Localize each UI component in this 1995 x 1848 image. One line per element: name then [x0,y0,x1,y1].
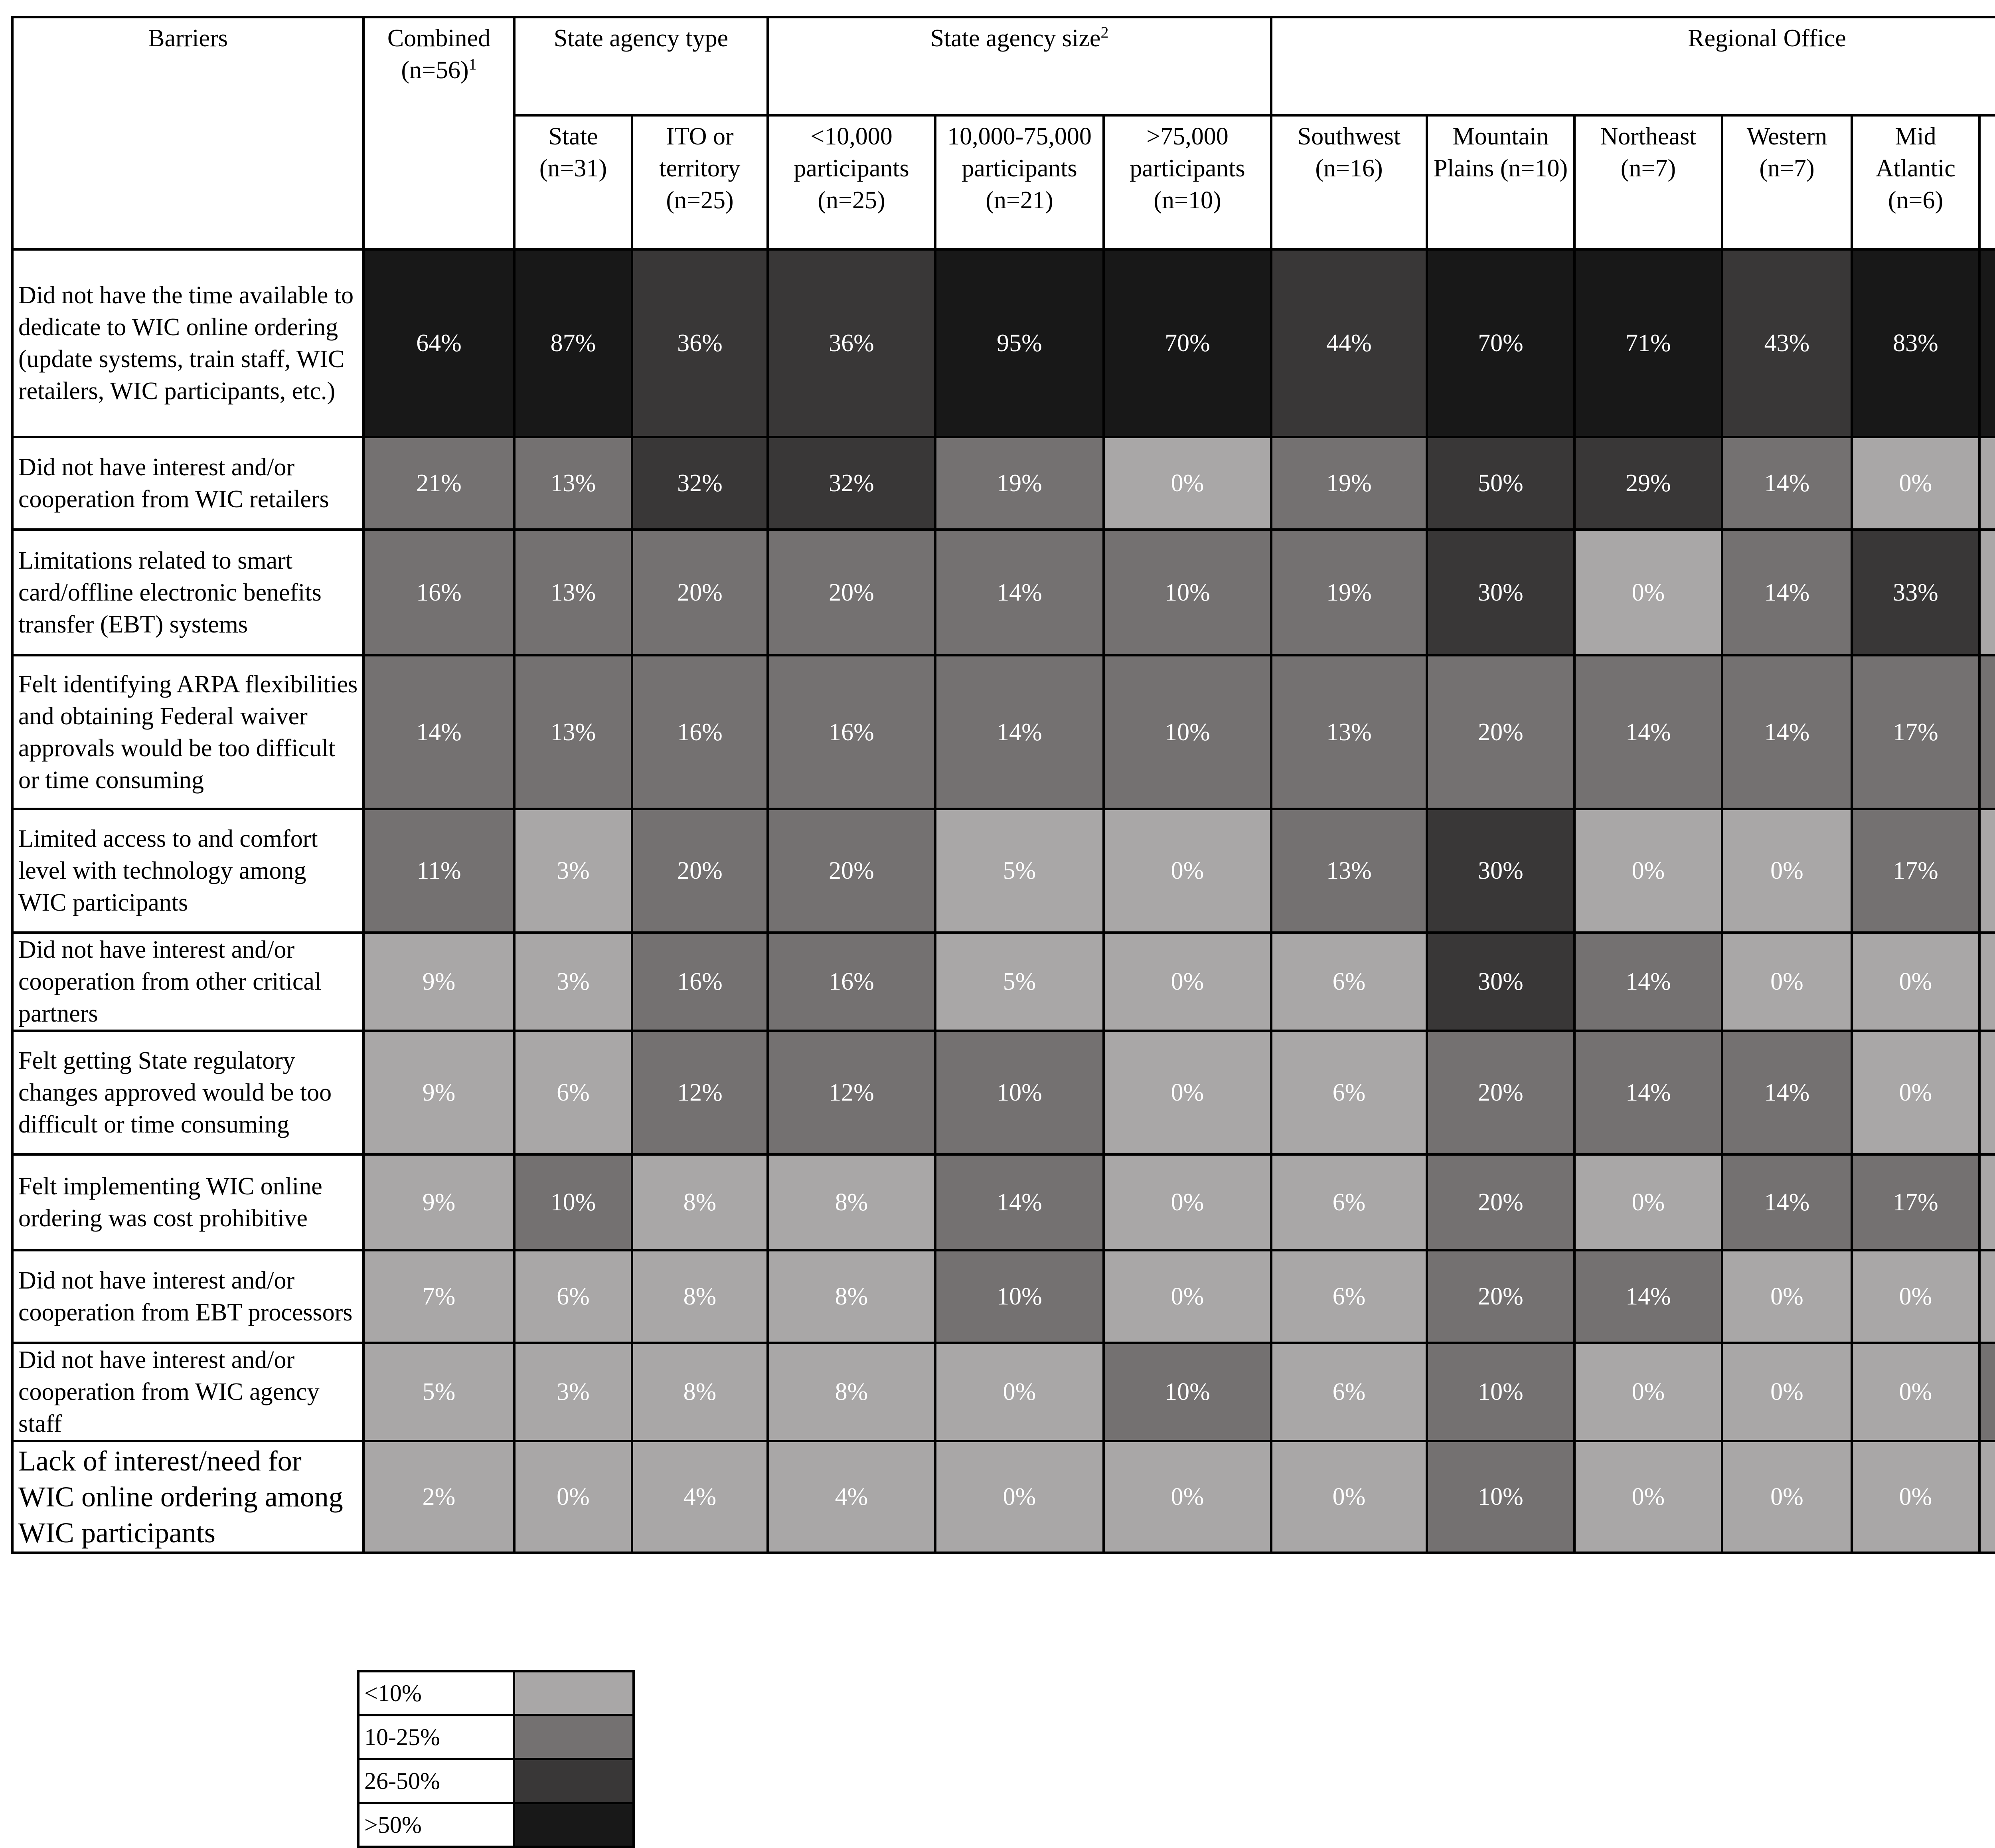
heatmap-cell: 0% [1104,1250,1271,1343]
heatmap-cell: 30% [1427,530,1574,655]
heatmap-cell: 12% [768,1031,935,1154]
heatmap-cell: 0% [935,1343,1104,1441]
heatmap-cell: 5% [935,933,1104,1031]
column-header: ITO or territory (n=25) [632,115,768,249]
heatmap-cell: 16% [768,655,935,809]
table-row [12,1031,1995,1154]
heatmap-cell: 12% [632,1031,768,1154]
heatmap-cell: 10% [935,1250,1104,1343]
barrier-label: Felt implementing WIC online ordering was cost prohibitive [12,1154,363,1250]
barrier-label: Did not have interest and/or cooperation from WIC agency staff [12,1343,363,1441]
heatmap-cell: 71% [1574,249,1722,437]
barrier-label: Felt identifying ARPA flexibilities and obtaining Federal waiver approvals would be too difficult or time consuming [12,655,363,809]
heatmap-cell: 0% [1104,437,1271,530]
heatmap-cell: 0% [1104,1441,1271,1553]
heatmap-cell: 14% [1722,437,1852,530]
heatmap-cell: 0% [1852,437,1979,530]
heatmap-cell: 20% [768,809,935,933]
heatmap-cell: 29% [1574,437,1722,530]
heatmap-cell: 14% [1722,655,1852,809]
heatmap-cell: 20% [1427,1031,1574,1154]
heatmap-cell: 0% [1852,1031,1979,1154]
heatmap-cell: 19% [1271,530,1427,655]
heatmap-cell: 3% [514,933,632,1031]
table-row [12,1441,1995,1553]
heatmap-cell: 8% [632,1250,768,1343]
heatmap-cell: 14% [935,530,1104,655]
heatmap-cell [1979,1031,1995,1154]
heatmap-cell: 16% [632,933,768,1031]
heatmap-cell: 10% [1427,1441,1574,1553]
heatmap-cell: 6% [1271,933,1427,1031]
heatmap-cell: 0% [1104,809,1271,933]
column-header: Western (n=7) [1722,115,1852,249]
column-header: Mid Atlantic (n=6) [1852,115,1979,249]
heatmap-cell: 17% [1852,655,1979,809]
heatmap-cell: 7% [363,1250,514,1343]
heatmap-cell: 9% [363,933,514,1031]
heatmap-cell: 14% [1722,530,1852,655]
table-row [12,655,1995,809]
heatmap-cell [1979,655,1995,809]
combined-header: Combined (n=56)$^1$ [363,17,514,249]
heatmap-cell: 17% [1852,809,1979,933]
legend-row [358,1715,634,1759]
legend-swatch [514,1803,634,1847]
heatmap-cell: 8% [632,1343,768,1441]
heatmap-cell: 32% [768,437,935,530]
heatmap-cell: 20% [1427,1250,1574,1343]
heatmap-cell: 11% [363,809,514,933]
heatmap-cell [1979,809,1995,933]
table-row [12,1154,1995,1250]
heatmap-cell: 13% [514,655,632,809]
legend-swatch [514,1759,634,1803]
heatmap-cell [1979,1154,1995,1250]
heatmap-cell: 10% [1104,655,1271,809]
heatmap-cell: 6% [514,1250,632,1343]
barrier-label: Lack of interest/need for WIC online ordering among WIC participants [12,1441,363,1553]
heatmap-cell: 10% [1427,1343,1574,1441]
heatmap-cell [1979,1343,1995,1441]
group-header: Regional Office [1271,17,1995,115]
barrier-label: Limitations related to smart card/offline electronic benefits transfer (EBT) systems [12,530,363,655]
heatmap-cell: 0% [1271,1441,1427,1553]
heatmap-cell: 20% [1427,655,1574,809]
heatmap-cell [1979,530,1995,655]
legend-swatch [514,1671,634,1715]
table-row [12,933,1995,1031]
heatmap-cell: 0% [1722,1250,1852,1343]
heatmap-cell: 16% [363,530,514,655]
barrier-label: Felt getting State regulatory changes approved would be too difficult or time consuming [12,1031,363,1154]
column-header [1979,115,1995,249]
heatmap-cell: 0% [1852,1343,1979,1441]
heatmap-cell: 6% [514,1031,632,1154]
heatmap-cell: 16% [632,655,768,809]
heatmap-cell: 0% [514,1441,632,1553]
heatmap-cell: 6% [1271,1154,1427,1250]
barriers-header: Barriers [12,17,363,249]
heatmap-cell: 4% [632,1441,768,1553]
heatmap-cell: 14% [1722,1031,1852,1154]
column-header: State (n=31) [514,115,632,249]
heatmap-cell: 19% [1271,437,1427,530]
header-group-row [12,17,1995,115]
legend-label: >50% [358,1803,514,1847]
heatmap-cell: 13% [1271,809,1427,933]
heatmap-cell: 44% [1271,249,1427,437]
heatmap-cell: 17% [1852,1154,1979,1250]
heatmap-cell: 70% [1427,249,1574,437]
table-row [12,249,1995,437]
heatmap-cell: 14% [935,655,1104,809]
heatmap-cell: 0% [935,1441,1104,1553]
heatmap-cell: 2% [363,1441,514,1553]
heatmap-cell: 70% [1104,249,1271,437]
heatmap-cell: 0% [1574,1441,1722,1553]
heatmap-cell: 10% [1104,530,1271,655]
heatmap-cell: 50% [1427,437,1574,530]
table-row [12,530,1995,655]
color-legend [357,1670,635,1848]
heatmap-cell: 32% [632,437,768,530]
heatmap-cell: 8% [768,1343,935,1441]
barrier-label: Did not have interest and/or cooperation from other critical partners [12,933,363,1031]
heatmap-cell: 3% [514,809,632,933]
heatmap-cell: 19% [935,437,1104,530]
column-header: Northeast (n=7) [1574,115,1722,249]
heatmap-cell: 14% [1722,1154,1852,1250]
heatmap-cell: 0% [1852,933,1979,1031]
heatmap-cell: 30% [1427,809,1574,933]
heatmap-cell: 43% [1722,249,1852,437]
heatmap-cell: 30% [1427,933,1574,1031]
table-row [12,437,1995,530]
barrier-label: Limited access to and comfort level with technology among WIC participants [12,809,363,933]
heatmap-cell: 3% [514,1343,632,1441]
column-header: >75,000 participants (n=10) [1104,115,1271,249]
heatmap-cell: 10% [935,1031,1104,1154]
heatmap-cell: 10% [1104,1343,1271,1441]
table-row [12,1343,1995,1441]
heatmap-cell: 87% [514,249,632,437]
heatmap-cell: 14% [1574,1031,1722,1154]
heatmap-cell [1979,249,1995,437]
group-header: State agency size$^2$ [768,17,1271,115]
heatmap-cell: 0% [1574,809,1722,933]
table-header [12,17,1995,249]
column-header: 10,000-75,000 participants (n=21) [935,115,1104,249]
heatmap-cell: 4% [768,1441,935,1553]
heatmap-cell: 14% [363,655,514,809]
heatmap-cell: 6% [1271,1031,1427,1154]
heatmap-cell: 8% [768,1250,935,1343]
heatmap-cell [1979,1250,1995,1343]
heatmap-cell: 0% [1104,1154,1271,1250]
heatmap-cell: 9% [363,1031,514,1154]
heatmap-cell: 0% [1574,1343,1722,1441]
heatmap-cell: 20% [632,530,768,655]
column-header: <10,000 participants (n=25) [768,115,935,249]
legend-label: <10% [358,1671,514,1715]
heatmap-cell: 0% [1574,1154,1722,1250]
heatmap-cell: 0% [1104,1031,1271,1154]
heatmap-cell: 0% [1722,1343,1852,1441]
table-row [12,1250,1995,1343]
heatmap-cell: 0% [1104,933,1271,1031]
heatmap-cell: 36% [632,249,768,437]
table-body [12,249,1995,1553]
heatmap-cell: 14% [1574,933,1722,1031]
barrier-label: Did not have interest and/or cooperation from WIC retailers [12,437,363,530]
heatmap-cell: 9% [363,1154,514,1250]
barrier-label: Did not have the time available to dedicate to WIC online ordering (update systems, train staff, WIC retailers, WIC participants, etc.) [12,249,363,437]
legend-swatch [514,1715,634,1759]
heatmap-cell: 64% [363,249,514,437]
heatmap-cell: 8% [768,1154,935,1250]
heatmap-cell: 13% [1271,655,1427,809]
heatmap-cell: 16% [768,933,935,1031]
heatmap-cell [1979,933,1995,1031]
heatmap-cell: 20% [1427,1154,1574,1250]
heatmap-cell: 0% [1574,530,1722,655]
column-header: Mountain Plains (n=10) [1427,115,1574,249]
heatmap-cell: 20% [768,530,935,655]
column-header: Southwest (n=16) [1271,115,1427,249]
heatmap-cell: 0% [1722,809,1852,933]
heatmap-cell: 5% [363,1343,514,1441]
legend-row [358,1803,634,1847]
heatmap-cell: 14% [1574,1250,1722,1343]
heatmap-cell: 83% [1852,249,1979,437]
heatmap-cell: 5% [935,809,1104,933]
legend-row [358,1759,634,1803]
heatmap-cell: 21% [363,437,514,530]
barrier-label: Did not have interest and/or cooperation from EBT processors [12,1250,363,1343]
heatmap-cell [1979,437,1995,530]
heatmap-cell: 13% [514,530,632,655]
heatmap-cell: 0% [1722,1441,1852,1553]
heatmap-cell: 0% [1722,933,1852,1031]
barriers-heatmap-table [11,16,1995,1554]
legend-row [358,1671,634,1715]
legend-label: 26-50% [358,1759,514,1803]
heatmap-cell: 36% [768,249,935,437]
heatmap-cell: 20% [632,809,768,933]
heatmap-cell: 6% [1271,1343,1427,1441]
legend-label: 10-25% [358,1715,514,1759]
heatmap-cell: 14% [935,1154,1104,1250]
heatmap-cell: 10% [514,1154,632,1250]
table-row [12,809,1995,933]
heatmap-cell: 95% [935,249,1104,437]
heatmap-cell: 6% [1271,1250,1427,1343]
heatmap-cell: 14% [1574,655,1722,809]
heatmap-cell: 8% [632,1154,768,1250]
heatmap-cell: 0% [1852,1441,1979,1553]
heatmap-cell: 33% [1852,530,1979,655]
heatmap-cell: 13% [514,437,632,530]
group-header: State agency type [514,17,768,115]
heatmap-cell: 0% [1852,1250,1979,1343]
heatmap-cell [1979,1441,1995,1553]
